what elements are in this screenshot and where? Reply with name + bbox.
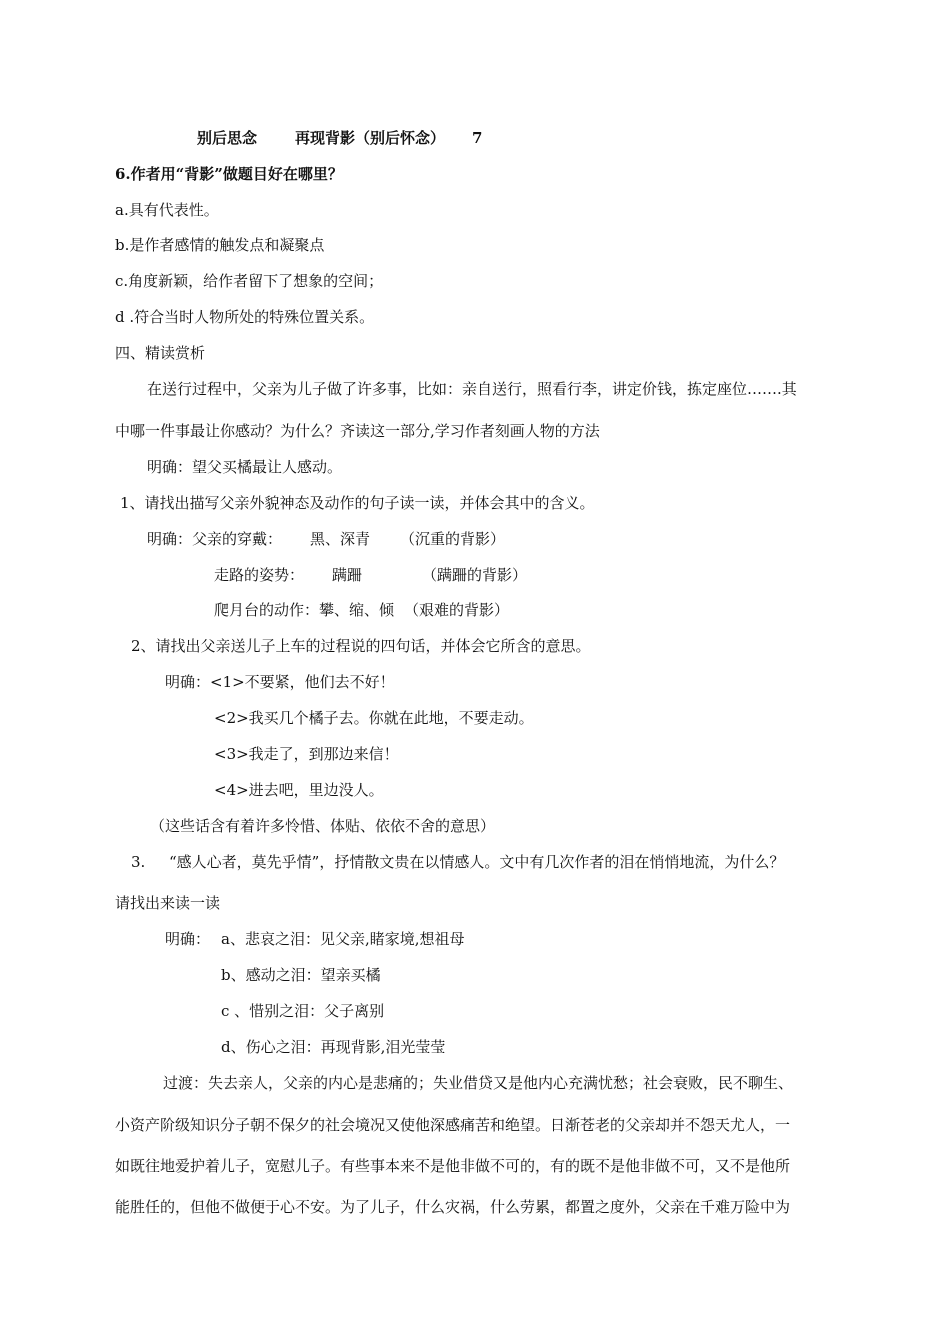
- item-3-tears-d: d、伤心之泪：再现背影,泪光莹莹: [221, 1038, 446, 1056]
- q6-option-a: a.具有代表性。: [115, 201, 219, 219]
- item-2-sentence-4: <4>进去吧，里边没人。: [214, 781, 384, 799]
- item-3-question-line-1: “感人心者，莫先乎情”，抒情散文贵在以情感人。文中有几次作者的泪在悄悄地流，为什么？: [169, 853, 785, 871]
- q6-option-d: d .符合当时人物所处的特殊位置关系。: [115, 308, 375, 326]
- item-1-row-2-words: 蹒跚: [332, 566, 363, 584]
- item-2-note: （这些话含有着许多怜惜、体贴、依依不舍的意思）: [150, 817, 496, 835]
- item-2-sentence-2: <2>我买几个橘子去。你就在此地，不要走动。: [214, 709, 534, 727]
- section-4-intro-line-2: 中哪一件事最让你感动？为什么？齐读这一部分,学习作者刻画人物的方法: [115, 422, 600, 440]
- question-6-title: 6.作者用“背影”做题目好在哪里？: [115, 165, 343, 183]
- item-3-answer-label: 明确：: [165, 930, 211, 948]
- item-1-question: 1、请找出描写父亲外貌神态及动作的句子读一读，并体会其中的含义。: [120, 494, 595, 512]
- heading-left: 别后思念: [197, 129, 258, 147]
- section-4-answer: 明确：望父买橘最让人感动。: [147, 458, 343, 476]
- heading-right: 再现背影（别后怀念）: [295, 129, 446, 147]
- q6-option-c: c.角度新颖，给作者留下了想象的空间；: [115, 272, 384, 290]
- item-1-row-1: [147, 529, 505, 549]
- item-2-sentence-3: <3>我走了，到那边来信！: [214, 745, 399, 763]
- transition-line-3: 如既往地爱护着儿子，宽慰儿子。有些事本来不是他非做不可的，有的既不是他非做不可，又不是他所: [115, 1157, 791, 1175]
- item-3-question-line-2: 请找出来读一读: [115, 894, 221, 912]
- item-3-tears-c: c 、惜别之泪：父子离别: [221, 1002, 385, 1020]
- item-1-row-2: [214, 565, 527, 585]
- transition-line-4: 能胜任的，但他不做便于心不安。为了儿子，什么灾祸，什么劳累，都置之度外，父亲在千难万险中为: [115, 1198, 791, 1216]
- item-1-row-1-label: 明确：父亲的穿戴：: [147, 530, 283, 548]
- item-3-tears-a: a、悲哀之泪：见父亲,睹家境,想祖母: [221, 930, 465, 948]
- item-1-row-3-note: （艰难的背影）: [404, 601, 510, 619]
- item-1-row-3: [214, 600, 509, 620]
- item-1-row-2-note: （蹒跚的背影）: [422, 566, 528, 584]
- section-4-title: 四、精读赏析: [115, 344, 206, 362]
- item-3-number: 3.: [131, 853, 146, 871]
- item-1-row-1-words: 黑、深青: [310, 530, 371, 548]
- item-1-row-2-label: 走路的姿势：: [214, 566, 305, 584]
- item-1-row-3-words: 攀、缩、倾: [319, 601, 395, 619]
- heading-number: 7: [472, 129, 483, 147]
- item-3-tears-b: b、感动之泪：望亲买橘: [221, 966, 381, 984]
- item-1-row-1-note: （沉重的背影）: [400, 530, 506, 548]
- item-2-question: 2、请找出父亲送儿子上车的过程说的四句话，并体会它所含的意思。: [131, 637, 591, 655]
- section-4-intro-line-1: 在送行过程中，父亲为儿子做了许多事，比如：亲自送行，照看行李，讲定价钱，拣定座位…….其: [147, 380, 797, 398]
- transition-line-1: 过渡：失去亲人，父亲的内心是悲痛的；失业借贷又是他内心充满忧愁；社会衰败，民不聊生、: [163, 1074, 794, 1092]
- item-1-row-3-label: 爬月台的动作：: [214, 601, 320, 619]
- item-2-sentence-1: 明确：<1>不要紧，他们去不好！: [165, 673, 395, 691]
- q6-option-b: b.是作者感情的触发点和凝聚点: [115, 236, 325, 254]
- transition-line-2: 小资产阶级知识分子朝不保夕的社会境况又使他深感痛苦和绝望。日渐苍老的父亲却并不怨天尤人，一: [115, 1116, 791, 1134]
